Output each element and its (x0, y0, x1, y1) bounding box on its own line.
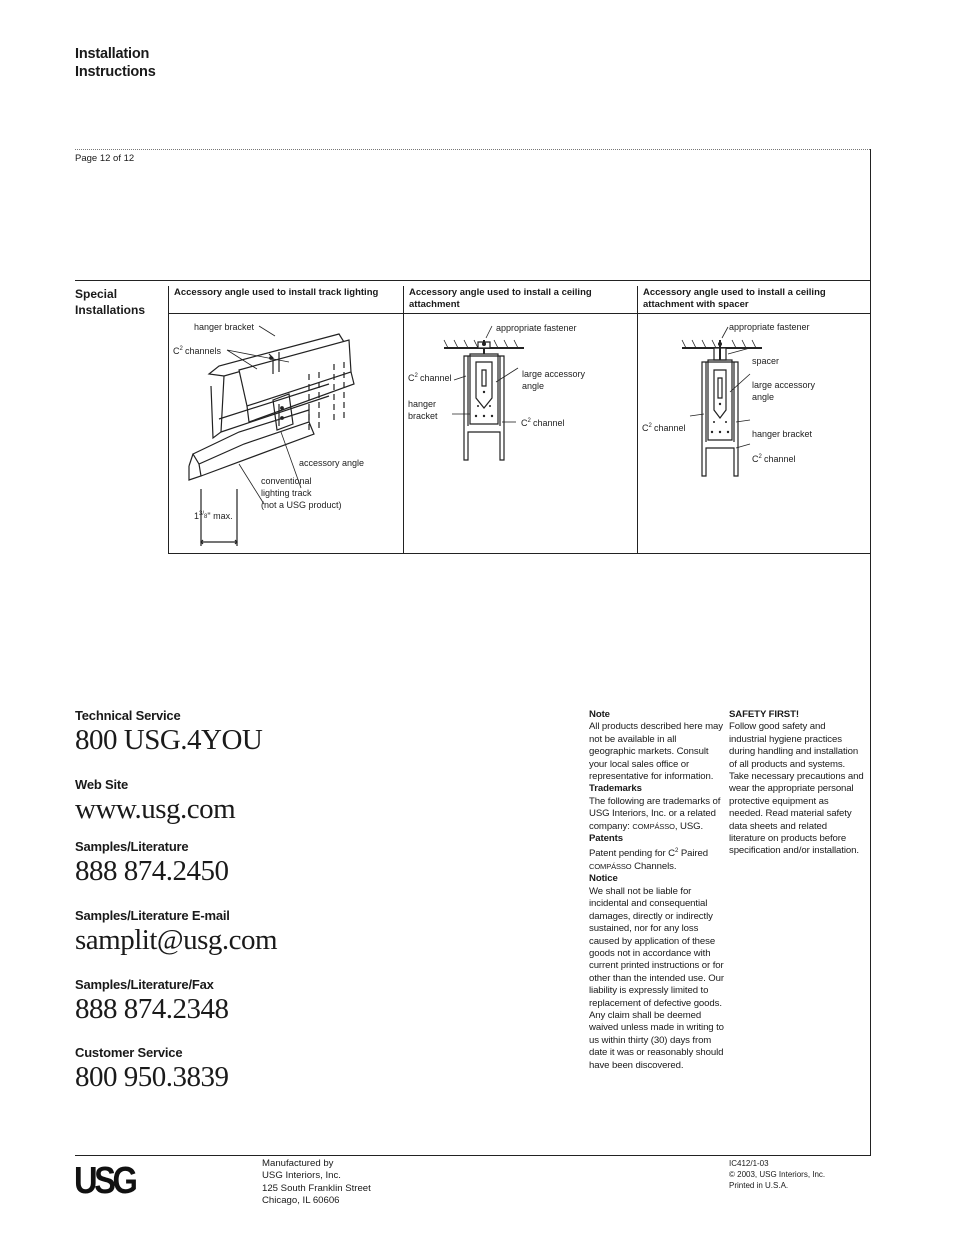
label-c2-channel-right: channel (533, 418, 565, 428)
heading-line-2: attachment with spacer (643, 299, 749, 310)
label-bracket-line-1: hanger (408, 399, 437, 409)
label-c2-prefix: $C^2$ (408, 373, 418, 383)
label-c2-prefix-right: $C^2$ (752, 454, 762, 464)
ceiling-attachment-figure (404, 314, 638, 554)
column-heading (404, 286, 637, 314)
safety-first (729, 709, 864, 858)
manufacturer-info (262, 1158, 371, 1208)
special-installations-table (168, 286, 871, 554)
label-hanger-bracket: hanger bracket (194, 322, 255, 332)
contact-phone[interactable]: 800 USG.4YOU (75, 724, 263, 756)
dotted-divider (75, 149, 870, 150)
label-c2-channels: channels (185, 346, 222, 356)
contact-label: Web Site (75, 777, 129, 792)
heading-line-1: Accessory angle used to install a ceiling (643, 287, 826, 298)
contact-fax[interactable]: 888 874.2348 (75, 993, 229, 1025)
contact-phone[interactable]: 800 950.3839 (75, 1061, 229, 1093)
ceiling-attachment-spacer-figure (638, 314, 872, 554)
label-fastener: appropriate fastener (729, 322, 810, 332)
label-angle-line-1: large accessory (752, 380, 816, 390)
special-label-line-1: Special (75, 287, 118, 301)
doc-code: IC412/1-03 (729, 1159, 769, 1168)
section-divider (75, 280, 870, 281)
label-angle-line-2: angle (522, 381, 545, 391)
note-title: Note (589, 709, 610, 720)
column-ceiling-attachment-spacer (637, 286, 871, 553)
label-spacer: spacer (752, 356, 780, 366)
notice-title: Notice (589, 873, 618, 885)
label-c2-channel: channel (654, 423, 686, 433)
patents-title: Patents (589, 833, 623, 845)
patents-text: Patent pending for $C^2$ Paired COMPÁSSO Channels. (589, 848, 708, 873)
heading-line-2: attachment (409, 299, 460, 310)
label-track-line-2: lighting track (261, 488, 312, 498)
label-angle-line-1: large accessory (522, 369, 586, 379)
contact-label: Samples/Literature (75, 839, 189, 854)
document-title (75, 45, 156, 81)
title-line-1: Installation (75, 46, 150, 62)
label-dimension: $1^3/_8$" max. (194, 511, 233, 521)
column-track-lighting (169, 286, 403, 553)
mfr-line: Chicago, IL 60606 (262, 1195, 340, 1207)
contact-label: Samples/Literature E-mail (75, 908, 230, 923)
mfr-line: 125 South Franklin Street (262, 1182, 371, 1194)
column-heading: Accessory angle used to install track lighting (169, 286, 403, 314)
document-codes (729, 1158, 825, 1191)
label-c2-prefix: $C^2$ (642, 423, 652, 433)
contact-customer-service (75, 1045, 229, 1093)
contact-technical-service (75, 708, 262, 756)
contact-label: Technical Service (75, 708, 181, 723)
copyright: © 2003, USG Interiors, Inc. (729, 1170, 826, 1179)
label-fastener: appropriate fastener (496, 323, 577, 333)
track-lighting-figure (169, 314, 403, 554)
label-accessory-angle: accessory angle (299, 458, 365, 468)
mfr-line: USG Interiors, Inc. (262, 1170, 341, 1182)
column-ceiling-attachment (403, 286, 637, 553)
special-label-line-2: Installations (75, 303, 146, 317)
special-installations-label (75, 286, 145, 318)
label-hanger-bracket: hanger bracket (752, 429, 813, 439)
notice-text: We shall not be liable for incidental and consequential damages, directly or indirectly sustained, nor for any loss caused by application of these goods not in accordance with current printed instructions or for other than the intended use. Our liability is expressly limited to replacement of defective goods. Any claim shall be deemed waived unless made in writing to us within thirty (30) days from date it was or reasonably should have been discovered. (589, 885, 724, 1071)
contact-samples-literature (75, 839, 229, 887)
legal-notes (589, 709, 724, 1072)
label-track-line-1: conventional (261, 476, 312, 486)
printed-in: Printed in U.S.A. (729, 1181, 789, 1190)
usg-logo (74, 1158, 135, 1202)
mfr-line: Manufactured by (262, 1158, 334, 1169)
page-number: Page 12 of 12 (75, 153, 135, 164)
contact-email-link[interactable]: samplit@usg.com (75, 924, 278, 956)
contact-label: Samples/Literature/Fax (75, 977, 214, 992)
contact-samples-email (75, 908, 277, 956)
label-c2-channel-right: channel (764, 454, 796, 464)
note-text: All products described here may not be available in all geographic markets. Consult your local sales office or representative for information. (589, 721, 723, 783)
svg-text:USG: USG (74, 1158, 135, 1202)
contact-web-site (75, 777, 235, 825)
footer-divider (75, 1155, 871, 1156)
label-track-line-3: (not a USG product) (261, 500, 342, 510)
label-angle-line-2: angle (752, 392, 775, 402)
trademarks-text: The following are trademarks of USG Interiors, Inc. or a related company: COMPÁSSO, USG. (589, 795, 721, 832)
label-c2-prefix: $C^2$ (173, 346, 183, 356)
trademarks-title: Trademarks (589, 783, 642, 795)
safety-text: Follow good safety and industrial hygiene practices during handling and installation of all products and systems. Take necessary precautions and wear the appropriate personal protective equipment as needed. Read material safety data sheets and related literature on products before specification and/or installation. (729, 721, 864, 857)
contact-phone[interactable]: 888 874.2450 (75, 855, 229, 887)
title-line-2: Instructions (75, 64, 156, 80)
column-heading (638, 286, 871, 314)
contact-website-link[interactable]: www.usg.com (75, 793, 236, 825)
heading-line-1: Accessory angle used to install a ceiling (409, 287, 592, 298)
contact-label: Customer Service (75, 1045, 183, 1060)
safety-title: SAFETY FIRST! (729, 709, 799, 720)
label-bracket-line-2: bracket (408, 411, 438, 421)
contact-samples-fax (75, 977, 229, 1025)
label-c2-prefix-right: $C^2$ (521, 418, 531, 428)
label-c2-channel: channel (420, 373, 452, 383)
